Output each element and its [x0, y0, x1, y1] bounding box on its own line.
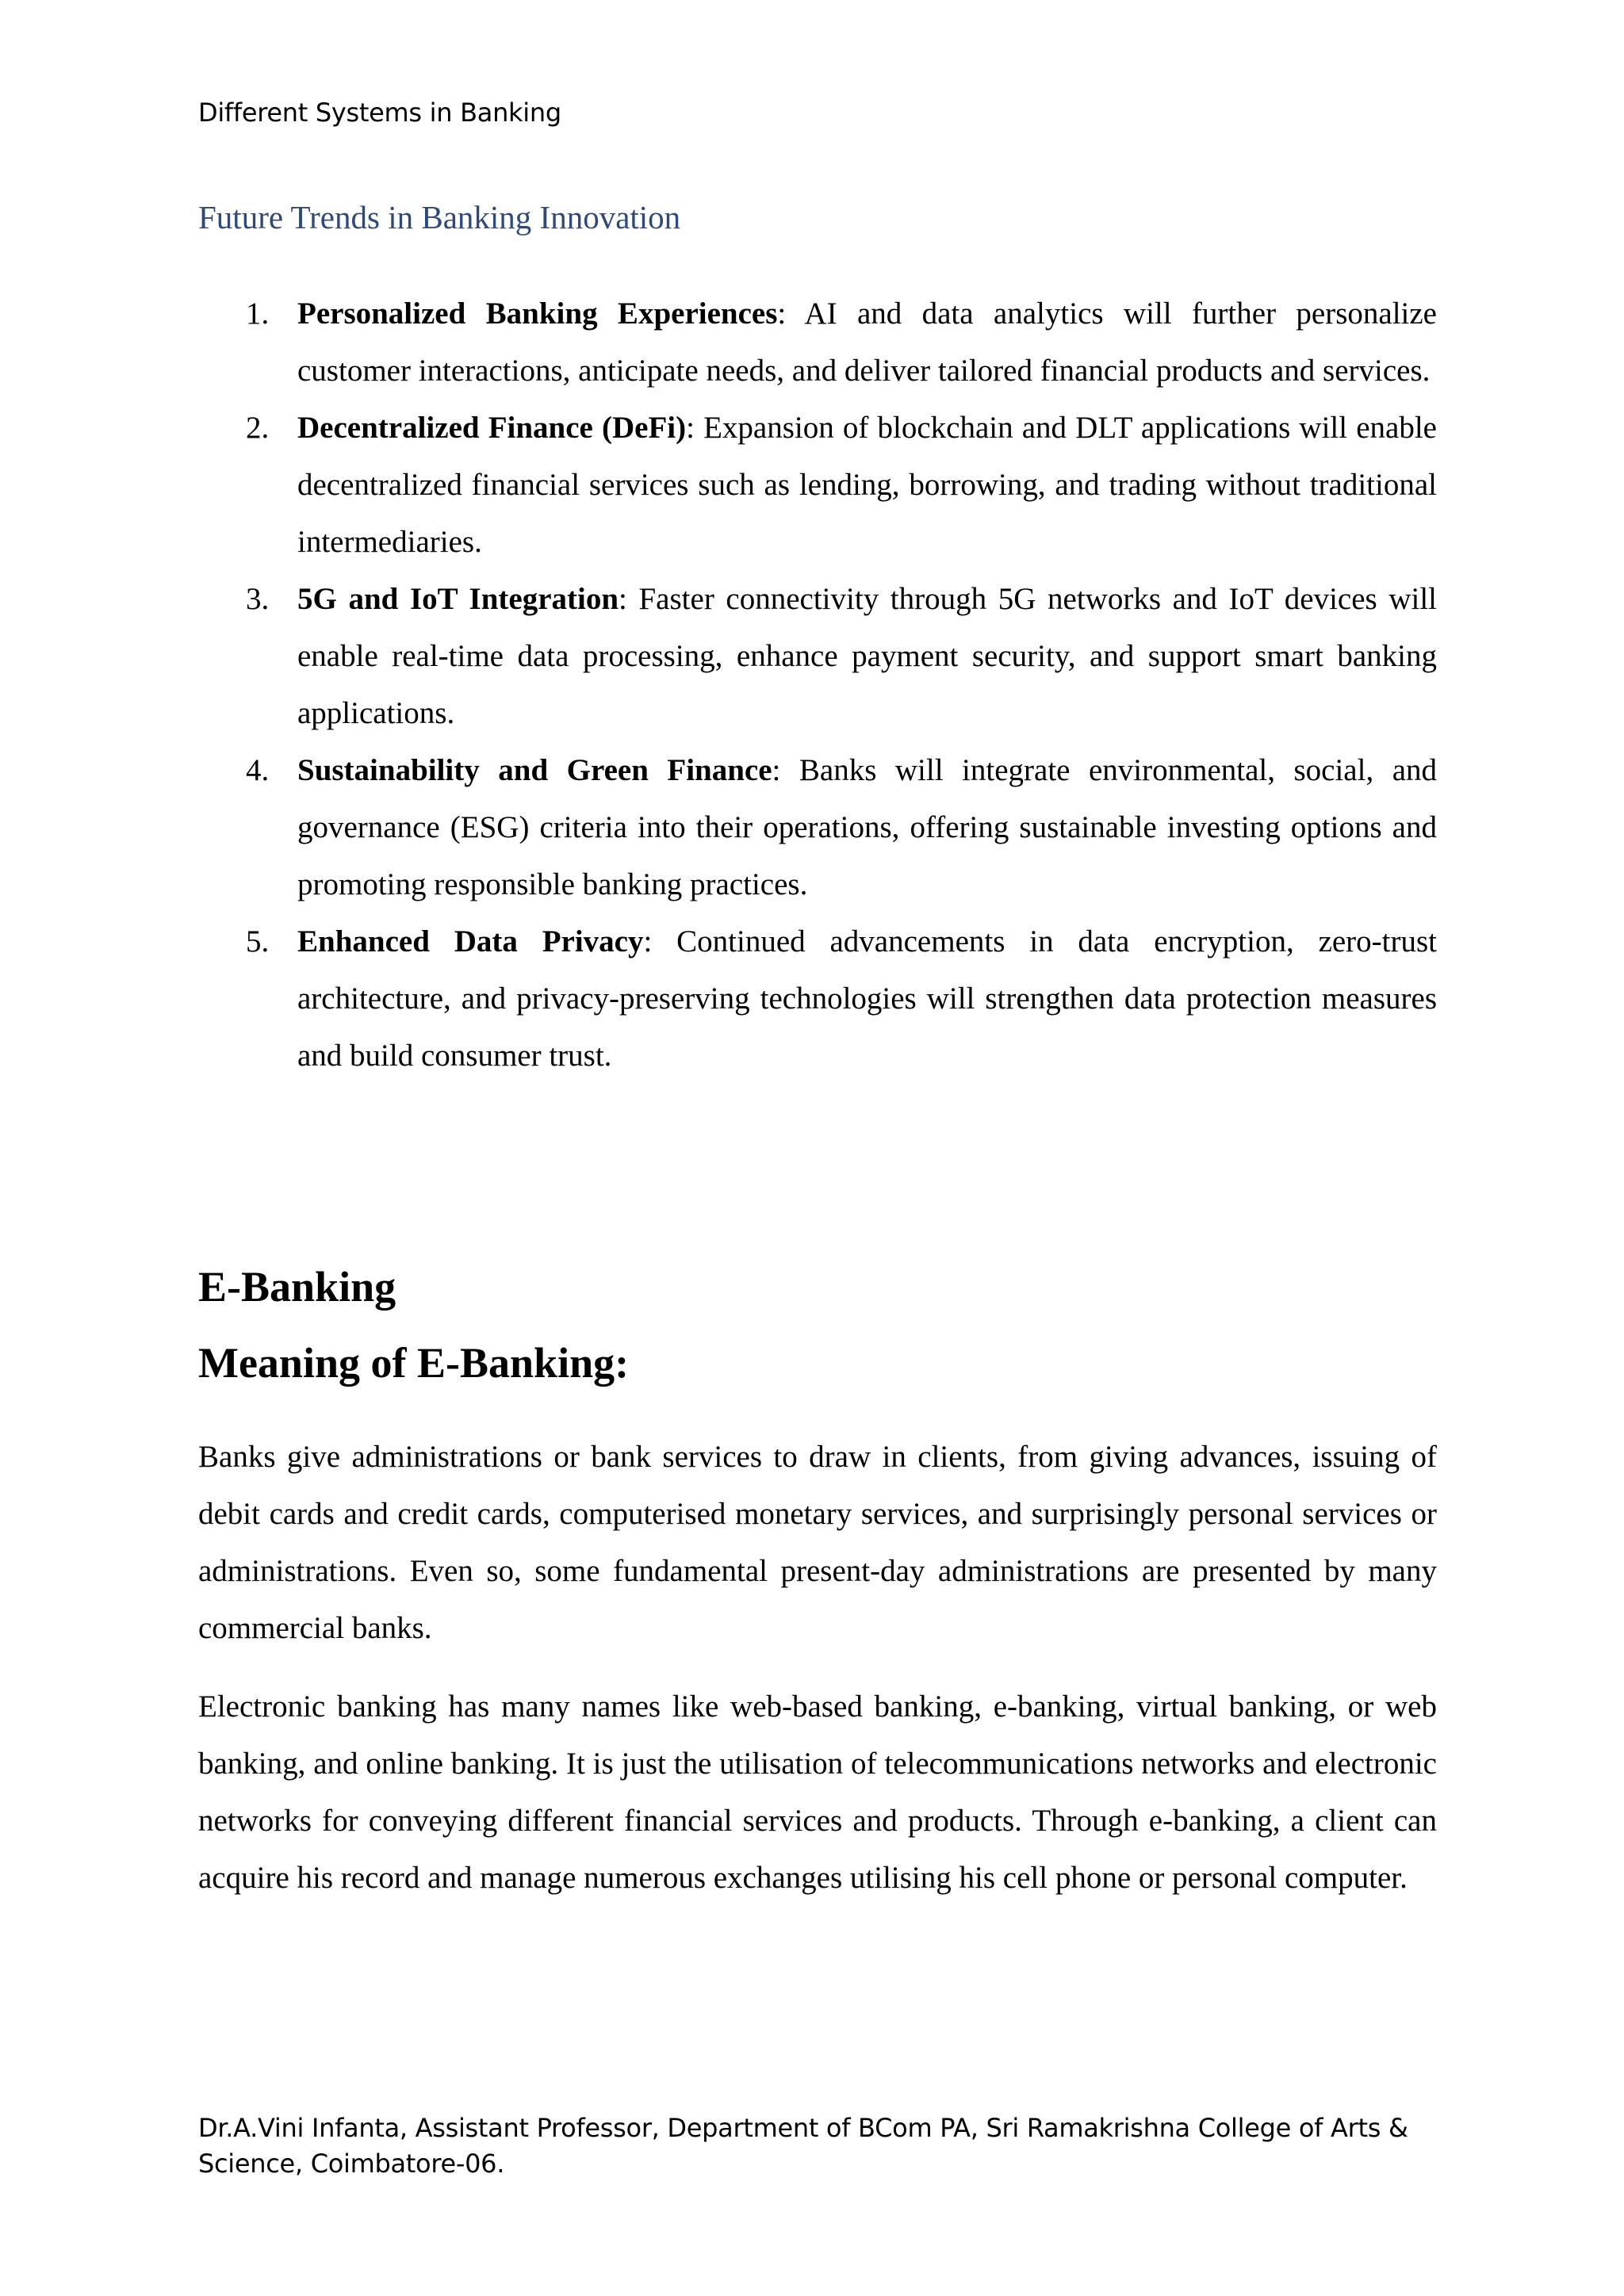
- list-item: [198, 400, 1437, 571]
- list-item-text: : Expansion of blockchain and DLT applications will enable decentralized financial services such as lending, borrowing, and trading without traditional intermediaries.: [297, 411, 1437, 559]
- list-item: [198, 913, 1437, 1085]
- list-item-term: Sustainability and Green Finance: [297, 753, 772, 787]
- list-item-text: : Continued advancements in data encryption, zero-trust architecture, and privacy-preserving technologies will strengthen data protection measures and build consumer trust.: [297, 924, 1437, 1073]
- ebanking-paragraph-2: Electronic banking has many names like web-based banking, e-banking, virtual banking, or web banking, and online banking. It is just the utilisation of telecommunications networks and electronic networks for conveying different financial services and products. Through e-banking, a client can acquire his record and manage numerous exchanges utilising his cell phone or personal computer.: [198, 1689, 1437, 1895]
- ebanking-heading: E-Banking: [198, 1263, 396, 1311]
- list-item-number: 3.: [246, 582, 270, 616]
- list-item-text: : Banks will integrate environmental, social, and governance (ESG) criteria into their operations, offering sustainable investing options and promoting responsible banking practices.: [297, 753, 1438, 901]
- list-item: [198, 571, 1437, 742]
- list-item: [198, 285, 1437, 400]
- list-item-term: Personalized Banking Experiences: [297, 297, 778, 331]
- list-item-number: 1.: [246, 297, 270, 331]
- running-header: Different Systems in Banking: [198, 98, 561, 128]
- list-item-number: 2.: [246, 411, 270, 445]
- future-trends-list: [198, 285, 1437, 1085]
- list-item-text: : AI and data analytics will further personalize customer interactions, anticipate needs, and deliver tailored financial products and services.: [297, 297, 1437, 388]
- ebanking-paragraph-1: Banks give administrations or bank services to draw in clients, from giving advances, issuing of debit cards and credit cards, computerised monetary services, and surprisingly personal services or administrations. Even so, some fundamental present-day administrations are presented by many commercial banks.: [198, 1440, 1437, 1645]
- list-item-number: 5.: [246, 924, 270, 959]
- list-item-term: Enhanced Data Privacy: [297, 924, 644, 959]
- future-trends-title: Future Trends in Banking Innovation: [198, 199, 681, 235]
- list-item: [198, 742, 1437, 913]
- list-item-term: Decentralized Finance (DeFi): [297, 411, 687, 445]
- ebanking-meaning-heading: Meaning of E-Banking:: [198, 1339, 630, 1387]
- list-item-term: 5G and IoT Integration: [297, 582, 619, 616]
- list-item-number: 4.: [246, 753, 270, 787]
- page-footer: Dr.A.Vini Infanta, Assistant Professor, Department of BCom PA, Sri Ramakrishna College of Arts & Science, Coimbatore-06.: [198, 2113, 1408, 2179]
- list-item-text: : Faster connectivity through 5G networks and IoT devices will enable real-time data processing, enhance payment security, and support smart banking applications.: [297, 582, 1437, 730]
